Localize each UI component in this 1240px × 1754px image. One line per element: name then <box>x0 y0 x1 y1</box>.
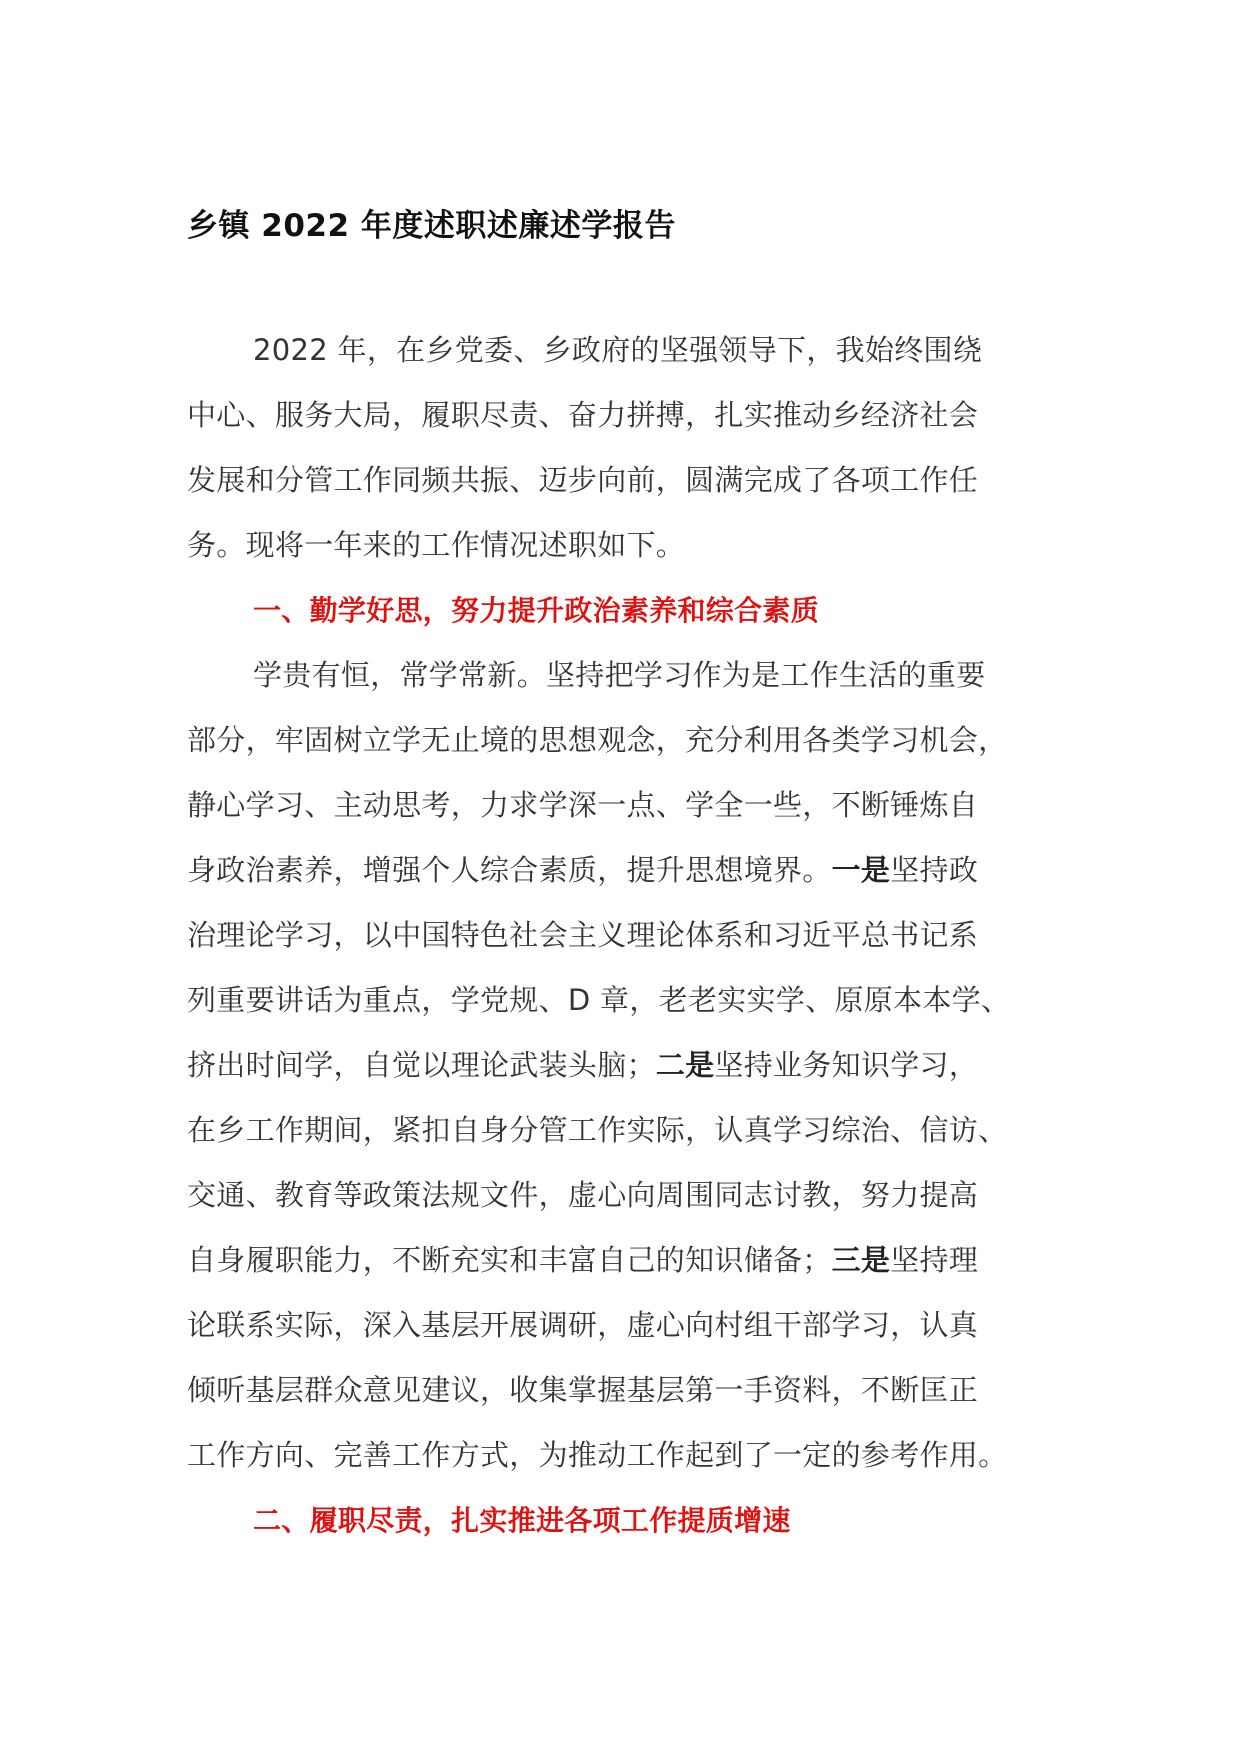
paragraph-line <box>187 1033 1087 1098</box>
paragraph-line: 学贵有恒，常学常新。坚持把学习作为是工作生活的重要 <box>253 658 986 692</box>
paragraph-text: 自身履职能力，不断充实和丰富自己的知识储备； <box>187 1243 832 1277</box>
emphasis-first: 一是 <box>831 853 891 887</box>
document-body <box>187 318 1087 1553</box>
intro-line: 2022 年，在乡党委、乡政府的坚强领导下，我始终围绕 <box>253 333 983 367</box>
intro-line: 中心、服务大局，履职尽责、奋力拼搏，扎实推动乡经济社会 <box>187 398 979 432</box>
paragraph-line <box>187 1228 1087 1293</box>
emphasis-second: 二是 <box>655 1048 715 1082</box>
paragraph-text: 身政治素养，增强个人综合素质，提升思想境界。 <box>187 853 832 887</box>
intro-line: 发展和分管工作同频共振、迈步向前，圆满完成了各项工作任 <box>187 463 979 497</box>
emphasis-third: 三是 <box>831 1243 891 1277</box>
paragraph-line <box>187 838 1087 903</box>
paragraph-line: 倾听基层群众意见建议，收集掌握基层第一手资料，不断匡正 <box>187 1373 979 1407</box>
paragraph-line: 治理论学习，以中国特色社会主义理论体系和习近平总书记系 <box>187 918 979 952</box>
section-heading-1: 一、勤学好思，努力提升政治素养和综合素质 <box>253 594 820 627</box>
paragraph-line: 列重要讲话为重点，学党规、D 章，老老实实学、原原本本学、 <box>187 983 1011 1017</box>
paragraph-line: 交通、教育等政策法规文件，虚心向周围同志讨教，努力提高 <box>187 1178 979 1212</box>
paragraph-line: 在乡工作期间，紧扣自身分管工作实际，认真学习综治、信访、 <box>187 1113 1008 1147</box>
paragraph-text: 坚持业务知识学习， <box>714 1048 979 1082</box>
paragraph-text: 坚持政 <box>890 853 979 887</box>
intro-line: 务。现将一年来的工作情况述职如下。 <box>187 528 686 562</box>
page-title: 乡镇 2022 年度述职述廉述学报告 <box>187 208 676 244</box>
section-heading-2: 二、履职尽责，扎实推进各项工作提质增速 <box>253 1504 791 1537</box>
paragraph-line: 论联系实际，深入基层开展调研，虚心向村组干部学习，认真 <box>187 1308 979 1342</box>
paragraph-line: 部分，牢固树立学无止境的思想观念，充分利用各类学习机会， <box>187 723 1008 757</box>
paragraph-text: 坚持理 <box>890 1243 979 1277</box>
paragraph-text: 挤出时间学，自觉以理论武装头脑； <box>187 1048 656 1082</box>
paragraph-line: 静心学习、主动思考，力求学深一点、学全一些，不断锤炼自 <box>187 788 979 822</box>
paragraph-line: 工作方向、完善工作方式，为推动工作起到了一定的参考作用。 <box>187 1438 1008 1472</box>
